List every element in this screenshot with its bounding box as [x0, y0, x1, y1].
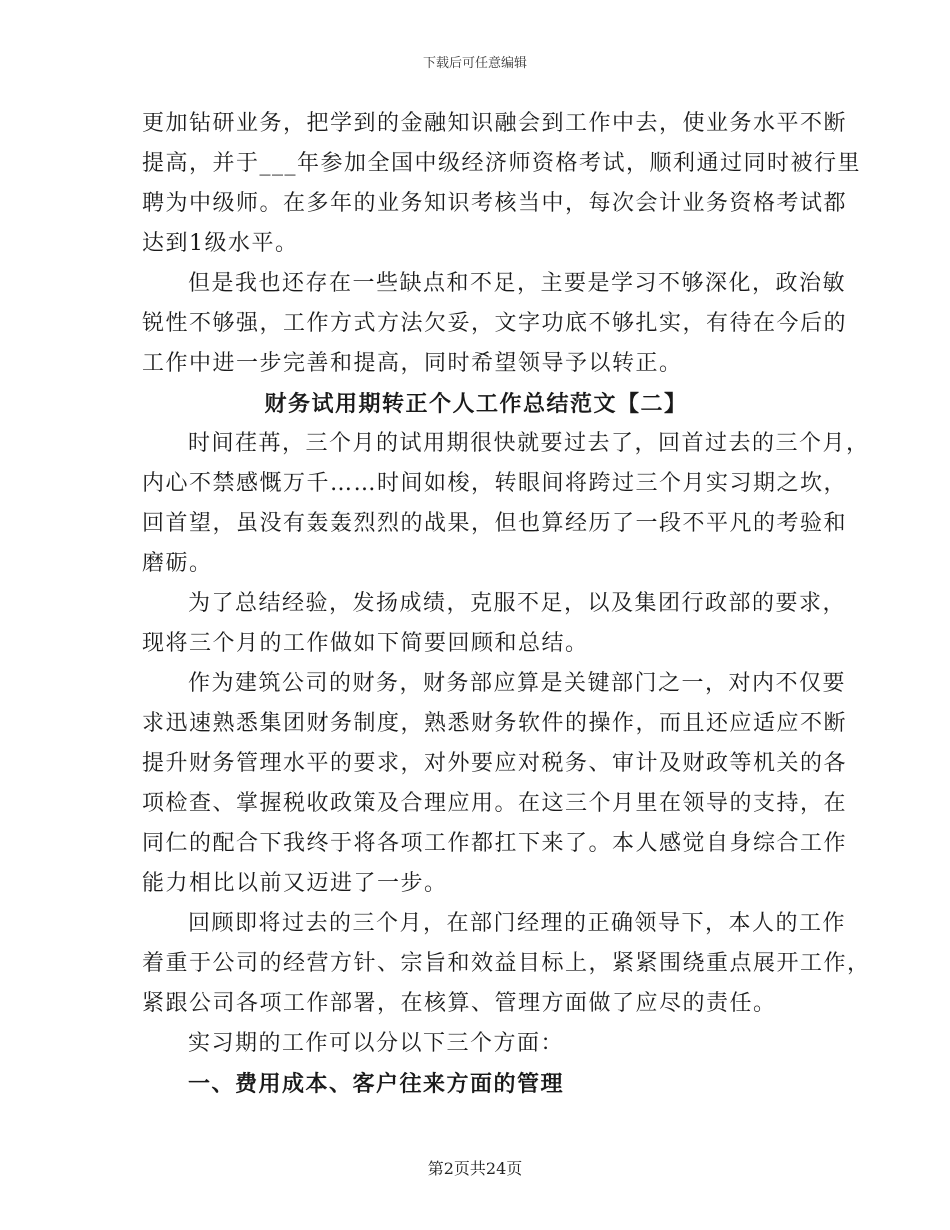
body-line: 着重于公司的经营方针、宗旨和效益目标上，紧紧围绕重点展开工作， [142, 951, 871, 976]
body-line: 提高，并于___年参加全国中级经济师资格考试，顺利通过同时被行里 [142, 151, 862, 176]
body-line: 磨砺。 [142, 551, 213, 576]
body-line: 工作中进一步完善和提高，同时希望领导予以转正。 [142, 351, 683, 376]
body-line: 求迅速熟悉集团财务制度，熟悉财务软件的操作，而且还应适应不断 [142, 711, 848, 736]
body-line: 内心不禁感慨万千……时间如梭，转眼间将跨过三个月实习期之坎， [142, 471, 848, 496]
section-title: 财务试用期转正个人工作总结范文【二】 [264, 391, 688, 417]
body-line: 达到1级水平。 [142, 231, 299, 256]
paragraph-start-line: 为了总结经验，发扬成绩，克服不足，以及集团行政部的要求， [188, 591, 847, 616]
body-line: 同仁的配合下我终于将各项工作都扛下来了。本人感觉自身综合工作 [142, 831, 848, 856]
body-line: 聘为中级师。在多年的业务知识考核当中，每次会计业务资格考试都 [142, 191, 848, 216]
body-line: 锐性不够强，工作方式方法欠妥，文字功底不够扎实，有待在今后的 [142, 311, 848, 336]
body-line: 紧跟公司各项工作部署，在核算、管理方面做了应尽的责任。 [142, 991, 777, 1016]
body-line: 现将三个月的工作做如下简要回顾和总结。 [142, 631, 589, 656]
body-line: 提升财务管理水平的要求，对外要应对税务、审计及财政等机关的各 [142, 751, 848, 776]
paragraph-start-line: 作为建筑公司的财务，财务部应算是关键部门之一，对内不仅要 [188, 671, 847, 696]
body-line: 回首望，虽没有轰轰烈烈的战果，但也算经历了一段不平凡的考验和 [142, 511, 848, 536]
paragraph-start-line: 但是我也还存在一些缺点和不足，主要是学习不够深化，政治敏 [188, 271, 847, 296]
body-line: 项检查、掌握税收政策及合理应用。在这三个月里在领导的支持，在 [142, 791, 848, 816]
paragraph-start-line: 实习期的工作可以分以下三个方面： [188, 1031, 565, 1056]
body-line: 能力相比以前又迈进了一步。 [142, 871, 448, 896]
paragraph-start-line: 时间荏苒，三个月的试用期很快就要过去了，回首过去的三个月， [188, 431, 870, 456]
paragraph-start-line: 回顾即将过去的三个月，在部门经理的正确领导下，本人的工作 [188, 911, 847, 936]
document-body [142, 104, 871, 1104]
page-header: 下载后可任意编辑 [422, 56, 527, 71]
body-line: 更加钻研业务，把学到的金融知识融会到工作中去，使业务水平不断 [142, 111, 848, 136]
subsection-heading: 一、费用成本、客户往来方面的管理 [188, 1071, 565, 1097]
page-footer: 第2页共24页 [427, 1159, 523, 1178]
